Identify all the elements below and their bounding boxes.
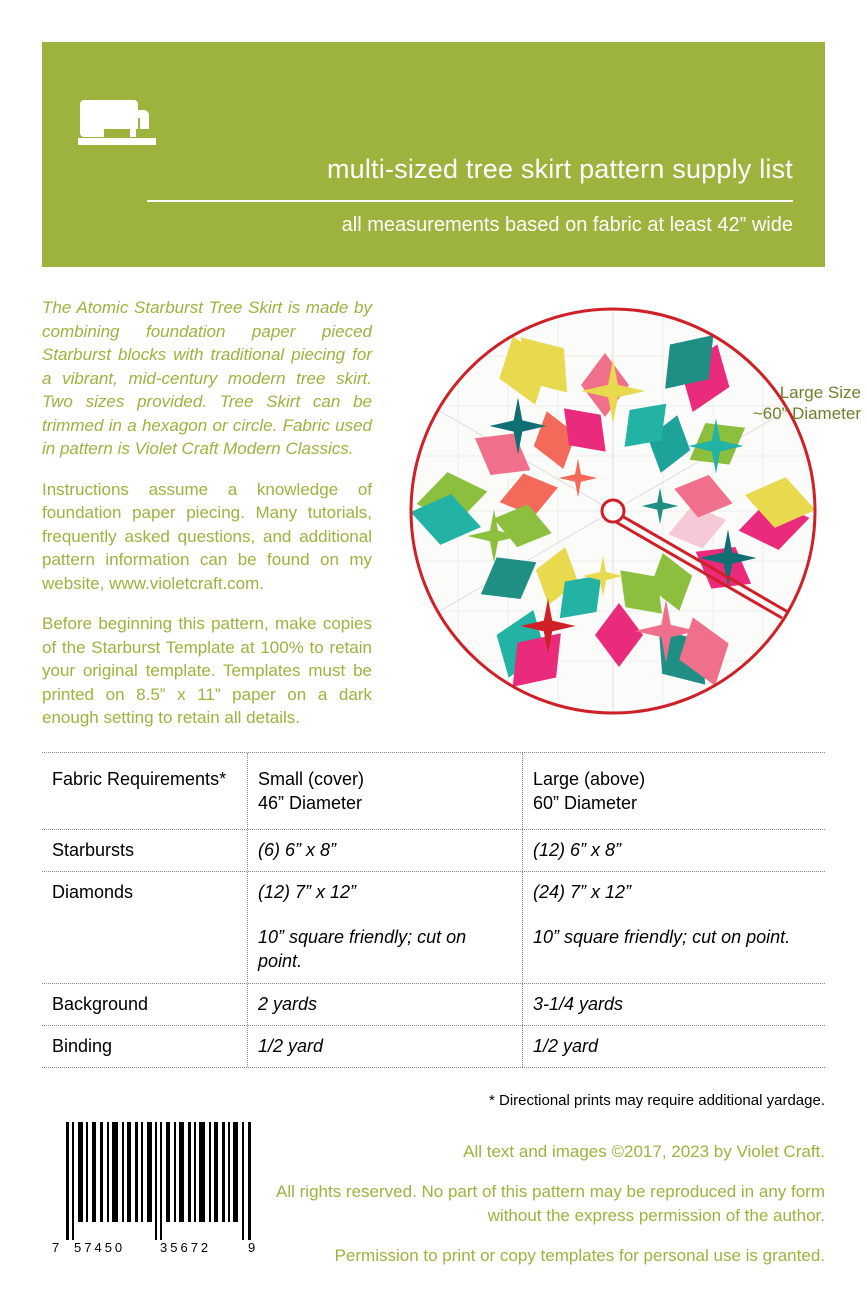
footer-line-2: All rights reserved. No part of this pattern may be reproduced in any form without the express permission of the author. bbox=[276, 1182, 825, 1225]
intro-paragraph-3: Before beginning this pattern, make copies of the Starburst Template at 100% to retain your original template. Templates must be printed on 8.5” x 11” paper on a dark enough setting to retain all details. bbox=[42, 614, 372, 727]
table-header-small bbox=[248, 753, 523, 829]
intro-paragraph-1: The Atomic Starburst Tree Skirt is made by combining foundation paper pieced Starburst blocks with traditional piecing for a vibrant, mid-century modern tree skirt. Two sizes provided. Tree Skirt can be trimmed in a hexagon or circle. Fabric used in pattern is Violet Craft Modern Classics. bbox=[42, 298, 372, 458]
header-band bbox=[42, 42, 825, 267]
illustration-caption bbox=[661, 382, 861, 424]
row-small-value: 2 yards bbox=[248, 984, 523, 1025]
table-row bbox=[42, 1026, 825, 1067]
barcode-group-1: 57450 bbox=[74, 1240, 126, 1255]
table-header-large-line1: Large (above) bbox=[533, 769, 646, 789]
table-row bbox=[42, 872, 825, 984]
row-small-value: (6) 6” x 8” bbox=[248, 830, 523, 871]
row-large-value: (24) 7” x 12” 10” square friendly; cut on point. bbox=[533, 882, 791, 947]
header-subtitle: all measurements based on fabric at least 42” wide bbox=[341, 214, 793, 236]
row-large-value: 1/2 yard bbox=[533, 1036, 599, 1056]
table-header-small-line2: 46” Diameter bbox=[258, 793, 363, 813]
row-large-value: 3-1/4 yards bbox=[533, 994, 624, 1014]
row-label: Starbursts bbox=[42, 830, 248, 871]
row-label: Diamonds bbox=[42, 872, 248, 983]
page-title: multi-sized tree skirt pattern supply list bbox=[326, 154, 793, 184]
illustration-caption-line1: Large Size bbox=[779, 383, 861, 402]
barcode-right-digit: 9 bbox=[248, 1240, 256, 1255]
table-row bbox=[42, 984, 825, 1026]
table-header-small-line1: Small (cover) bbox=[258, 769, 365, 789]
footer-copyright bbox=[265, 1140, 825, 1284]
sewing-machine-icon bbox=[78, 90, 160, 154]
header-divider bbox=[147, 200, 793, 202]
row-small-value: (12) 7” x 12” 10” square friendly; cut on point. bbox=[248, 872, 523, 983]
barcode-group-2: 35672 bbox=[160, 1240, 212, 1255]
intro-paragraph-2: Instructions assume a knowledge of foundation paper piecing. Many tutorials, frequently asked questions, and additional pattern information can be found on my website, www.violetcraft.com. bbox=[42, 479, 372, 593]
table-row bbox=[42, 830, 825, 872]
row-label: Binding bbox=[42, 1026, 248, 1067]
upc-barcode bbox=[52, 1122, 260, 1262]
table-header-row bbox=[42, 753, 825, 830]
row-small-value: 1/2 yard bbox=[248, 1026, 523, 1067]
row-large-value: (12) 6” x 8” bbox=[533, 840, 622, 860]
table-footnote: * Directional prints may require additional yardage. bbox=[488, 1092, 825, 1109]
table-header-requirements: Fabric Requirements* bbox=[42, 753, 248, 829]
fabric-requirements-table bbox=[42, 752, 825, 1068]
illustration-caption-line2: ~60” Diameter bbox=[752, 404, 861, 423]
footer-line-3: Permission to print or copy templates for personal use is granted. bbox=[334, 1246, 825, 1265]
footer-line-1: All text and images ©2017, 2023 by Violet Craft. bbox=[463, 1142, 825, 1161]
barcode-left-digit: 7 bbox=[52, 1240, 60, 1255]
row-label: Background bbox=[42, 984, 248, 1025]
intro-text-column bbox=[42, 296, 372, 747]
table-header-large-line2: 60” Diameter bbox=[533, 793, 638, 813]
table-header-large bbox=[523, 753, 825, 829]
tree-skirt-quilt-diagram bbox=[398, 296, 828, 736]
